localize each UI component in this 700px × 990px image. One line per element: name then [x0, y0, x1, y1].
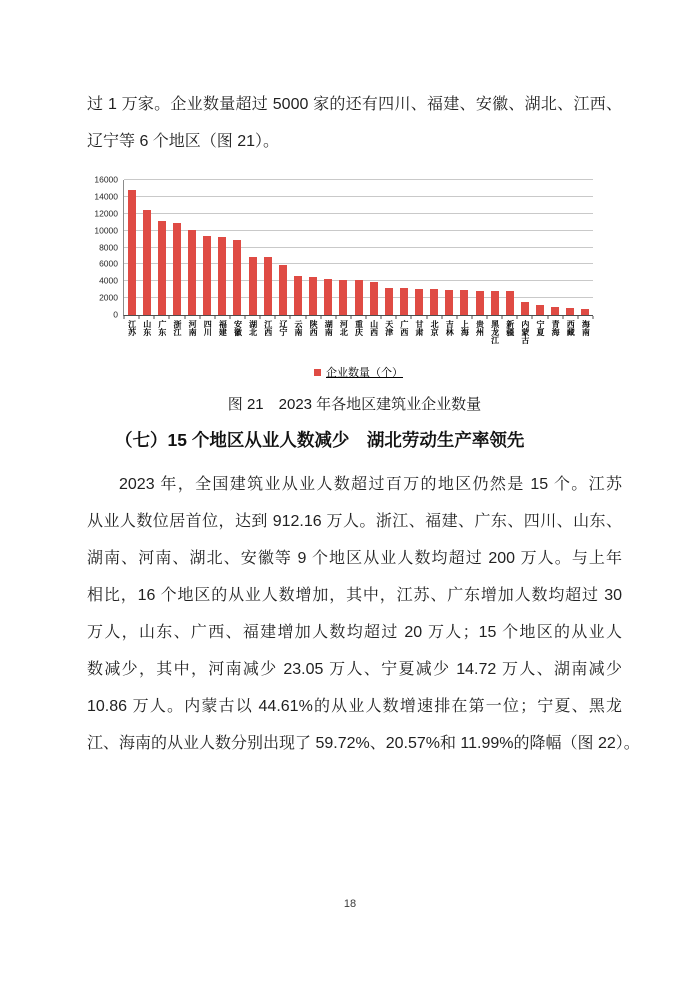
x-axis-label: 上海	[460, 320, 470, 336]
x-axis-label-slot	[563, 320, 578, 362]
body-paragraph	[87, 466, 640, 762]
bar-湖北	[249, 257, 257, 315]
x-axis-label: 云南	[293, 320, 303, 336]
x-axis-label-slot	[411, 320, 426, 362]
x-axis-tick	[290, 316, 291, 319]
x-axis-label: 内蒙古	[520, 320, 530, 344]
text-line: 2023 年，全国建筑业从业人数超过百万的地区仍然是 15 个。江苏	[119, 476, 622, 493]
figure-21	[87, 174, 622, 380]
x-axis-tick	[426, 316, 427, 319]
x-axis-label: 湖北	[248, 320, 258, 336]
x-axis-label: 吉林	[445, 320, 455, 336]
text-line: 湖南、河南、湖北、安徽等 9 个地区从业人数均超过 200 万人。与上年	[87, 550, 622, 567]
bar-上海	[460, 290, 468, 315]
y-axis-tick-label: 4000	[99, 275, 118, 286]
x-axis-label-slot	[578, 320, 593, 362]
bar-福建	[218, 237, 226, 315]
x-axis-tick	[169, 316, 170, 319]
x-axis-tick	[502, 316, 503, 319]
x-axis-tick	[335, 316, 336, 319]
x-axis-labels	[124, 320, 593, 362]
x-axis-tick	[350, 316, 351, 319]
bar-广西	[400, 288, 408, 315]
x-axis-tick	[593, 316, 594, 319]
x-axis-label: 河南	[188, 320, 198, 336]
x-axis-label-slot	[290, 320, 305, 362]
x-axis-label: 北京	[430, 320, 440, 336]
bar-海南	[581, 309, 589, 315]
bar-黑龙江	[491, 291, 499, 315]
figure-caption: 图 21 2023 年各地区建筑业企业数量	[227, 396, 482, 413]
x-axis-tick	[245, 316, 246, 319]
x-axis-label: 江西	[263, 320, 273, 336]
bar-天津	[385, 288, 393, 315]
intro-paragraph	[87, 86, 622, 160]
x-axis-label-slot	[215, 320, 230, 362]
x-axis-tick	[320, 316, 321, 319]
x-axis-tick	[562, 316, 563, 319]
legend-label: 企业数量（个）	[326, 367, 403, 379]
gridline	[124, 179, 593, 180]
gridline	[124, 196, 593, 197]
x-axis-label-slot	[200, 320, 215, 362]
x-axis-label-slot	[487, 320, 502, 362]
x-axis-label-slot	[245, 320, 260, 362]
x-axis-label: 河北	[339, 320, 349, 336]
bar-湖南	[324, 279, 332, 315]
y-axis-tick-label: 0	[113, 309, 118, 320]
bar-新疆	[506, 291, 514, 315]
x-axis-label-slot	[472, 320, 487, 362]
x-axis-label-slot	[275, 320, 290, 362]
x-axis-tick	[305, 316, 306, 319]
x-axis-label-slot	[260, 320, 275, 362]
y-axis-tick-label: 2000	[99, 292, 118, 303]
x-axis-label-slot	[321, 320, 336, 362]
x-axis-label: 新疆	[505, 320, 515, 336]
x-axis-tick	[124, 316, 125, 319]
bar-陕西	[309, 277, 317, 315]
bar-重庆	[355, 280, 363, 315]
x-axis-label: 天津	[384, 320, 394, 336]
x-axis-label-slot	[139, 320, 154, 362]
x-axis-label: 贵州	[475, 320, 485, 336]
gridline	[124, 213, 593, 214]
x-axis-label-slot	[230, 320, 245, 362]
bar-山西	[370, 282, 378, 315]
chart-plot-area	[123, 180, 593, 316]
y-axis	[87, 174, 123, 320]
x-axis-label: 西藏	[566, 320, 576, 336]
x-axis-label: 陕西	[309, 320, 319, 336]
x-axis-label-slot	[548, 320, 563, 362]
x-axis-tick	[411, 316, 412, 319]
x-axis-tick	[275, 316, 276, 319]
bar-安徽	[233, 240, 241, 315]
x-axis-tick	[214, 316, 215, 319]
y-axis-tick-label: 12000	[94, 208, 118, 219]
x-axis-label: 湖南	[324, 320, 334, 336]
bar-青海	[551, 307, 559, 315]
x-axis-tick	[471, 316, 472, 319]
bar-江苏	[128, 190, 136, 315]
x-axis-tick	[441, 316, 442, 319]
x-axis-label: 宁夏	[535, 320, 545, 336]
legend-color-swatch	[314, 369, 321, 376]
bar-河南	[188, 230, 196, 315]
x-axis-label: 黑龙江	[490, 320, 500, 344]
bar-浙江	[173, 223, 181, 315]
x-axis-tick	[547, 316, 548, 319]
x-axis-tick	[487, 316, 488, 319]
x-axis-label-slot	[517, 320, 532, 362]
chart-legend	[124, 364, 593, 380]
x-axis-label-slot	[124, 320, 139, 362]
text-line: 10.86 万人。内蒙古以 44.61%的从业人数增速排在第一位；宁夏、黑龙	[87, 698, 622, 715]
x-axis-label-slot	[427, 320, 442, 362]
x-axis-tick	[199, 316, 200, 319]
x-axis-label-slot	[502, 320, 517, 362]
text-line: 相比，16 个地区的从业人数增加，其中，江苏、广东增加人数均超过 30	[87, 587, 622, 604]
x-axis-tick	[577, 316, 578, 319]
bar-四川	[203, 236, 211, 315]
x-axis-label-slot	[169, 320, 184, 362]
x-axis-ticks	[124, 316, 593, 319]
x-axis-label: 青海	[551, 320, 561, 336]
y-axis-tick-label: 14000	[94, 191, 118, 202]
x-axis-tick	[366, 316, 367, 319]
x-axis-label-slot	[185, 320, 200, 362]
x-axis-label-slot	[306, 320, 321, 362]
bar-吉林	[445, 290, 453, 315]
x-axis-tick	[139, 316, 140, 319]
x-axis-label: 福建	[218, 320, 228, 336]
bar-西藏	[566, 308, 574, 315]
x-axis-label-slot	[381, 320, 396, 362]
x-axis-label: 甘肃	[414, 320, 424, 336]
x-axis-label: 广东	[157, 320, 167, 336]
y-axis-tick-label: 10000	[94, 225, 118, 236]
x-axis-label-slot	[396, 320, 411, 362]
bar-甘肃	[415, 289, 423, 315]
x-axis-label: 浙江	[172, 320, 182, 336]
bar-贵州	[476, 291, 484, 315]
x-axis-tick	[260, 316, 261, 319]
bar-河北	[339, 280, 347, 315]
bar-辽宁	[279, 265, 287, 315]
section-heading: （七）15 个地区从业人数减少 湖北劳动生产率领先	[115, 430, 525, 450]
x-axis-label-slot	[532, 320, 547, 362]
bar-广东	[158, 221, 166, 316]
bar-内蒙古	[521, 302, 529, 315]
bar-山东	[143, 210, 151, 315]
y-axis-tick-label: 16000	[94, 174, 118, 185]
x-axis-tick	[381, 316, 382, 319]
page-content	[87, 86, 640, 762]
x-axis-tick	[456, 316, 457, 319]
x-axis-tick	[154, 316, 155, 319]
x-axis-label: 山东	[142, 320, 152, 336]
x-axis-tick	[532, 316, 533, 319]
x-axis-label: 江苏	[127, 320, 137, 336]
bar-宁夏	[536, 305, 544, 315]
x-axis-label-slot	[336, 320, 351, 362]
text-line: 江、海南的从业人数分别出现了 59.72%、20.57%和 11.99%的降幅（图 22）。	[87, 735, 640, 752]
x-axis-label: 广西	[399, 320, 409, 336]
x-axis-label: 重庆	[354, 320, 364, 336]
x-axis-label-slot	[154, 320, 169, 362]
x-axis-label-slot	[442, 320, 457, 362]
text-line: 万人，山东、广西、福建增加人数均超过 20 万人；15 个地区的从业人	[87, 624, 622, 641]
x-axis-label: 辽宁	[278, 320, 288, 336]
y-axis-tick-label: 6000	[99, 258, 118, 269]
page-number: 18	[343, 898, 357, 910]
x-axis-label-slot	[457, 320, 472, 362]
bar-云南	[294, 276, 302, 315]
bar-江西	[264, 257, 272, 315]
x-axis-tick	[229, 316, 230, 319]
x-axis-tick	[396, 316, 397, 319]
x-axis-label: 海南	[581, 320, 591, 336]
bar-北京	[430, 289, 438, 315]
x-axis-label-slot	[366, 320, 381, 362]
x-axis-label: 四川	[203, 320, 213, 336]
y-axis-tick-label: 8000	[99, 242, 118, 252]
x-axis-label: 安徽	[233, 320, 243, 336]
text-line: 过 1 万家。企业数量超过 5000 家的还有四川、福建、安徽、湖北、江西、	[87, 96, 622, 113]
text-line: 辽宁等 6 个地区（图 21）。	[87, 133, 280, 150]
x-axis-tick	[517, 316, 518, 319]
text-line: 从业人数位居首位，达到 912.16 万人。浙江、福建、广东、四川、山东、	[87, 513, 622, 530]
bar-chart	[87, 174, 622, 320]
x-axis-label-slot	[351, 320, 366, 362]
text-line: 数减少，其中，河南减少 23.05 万人、宁夏减少 14.72 万人、湖南减少	[87, 661, 622, 678]
x-axis-label: 山西	[369, 320, 379, 336]
x-axis-tick	[184, 316, 185, 319]
